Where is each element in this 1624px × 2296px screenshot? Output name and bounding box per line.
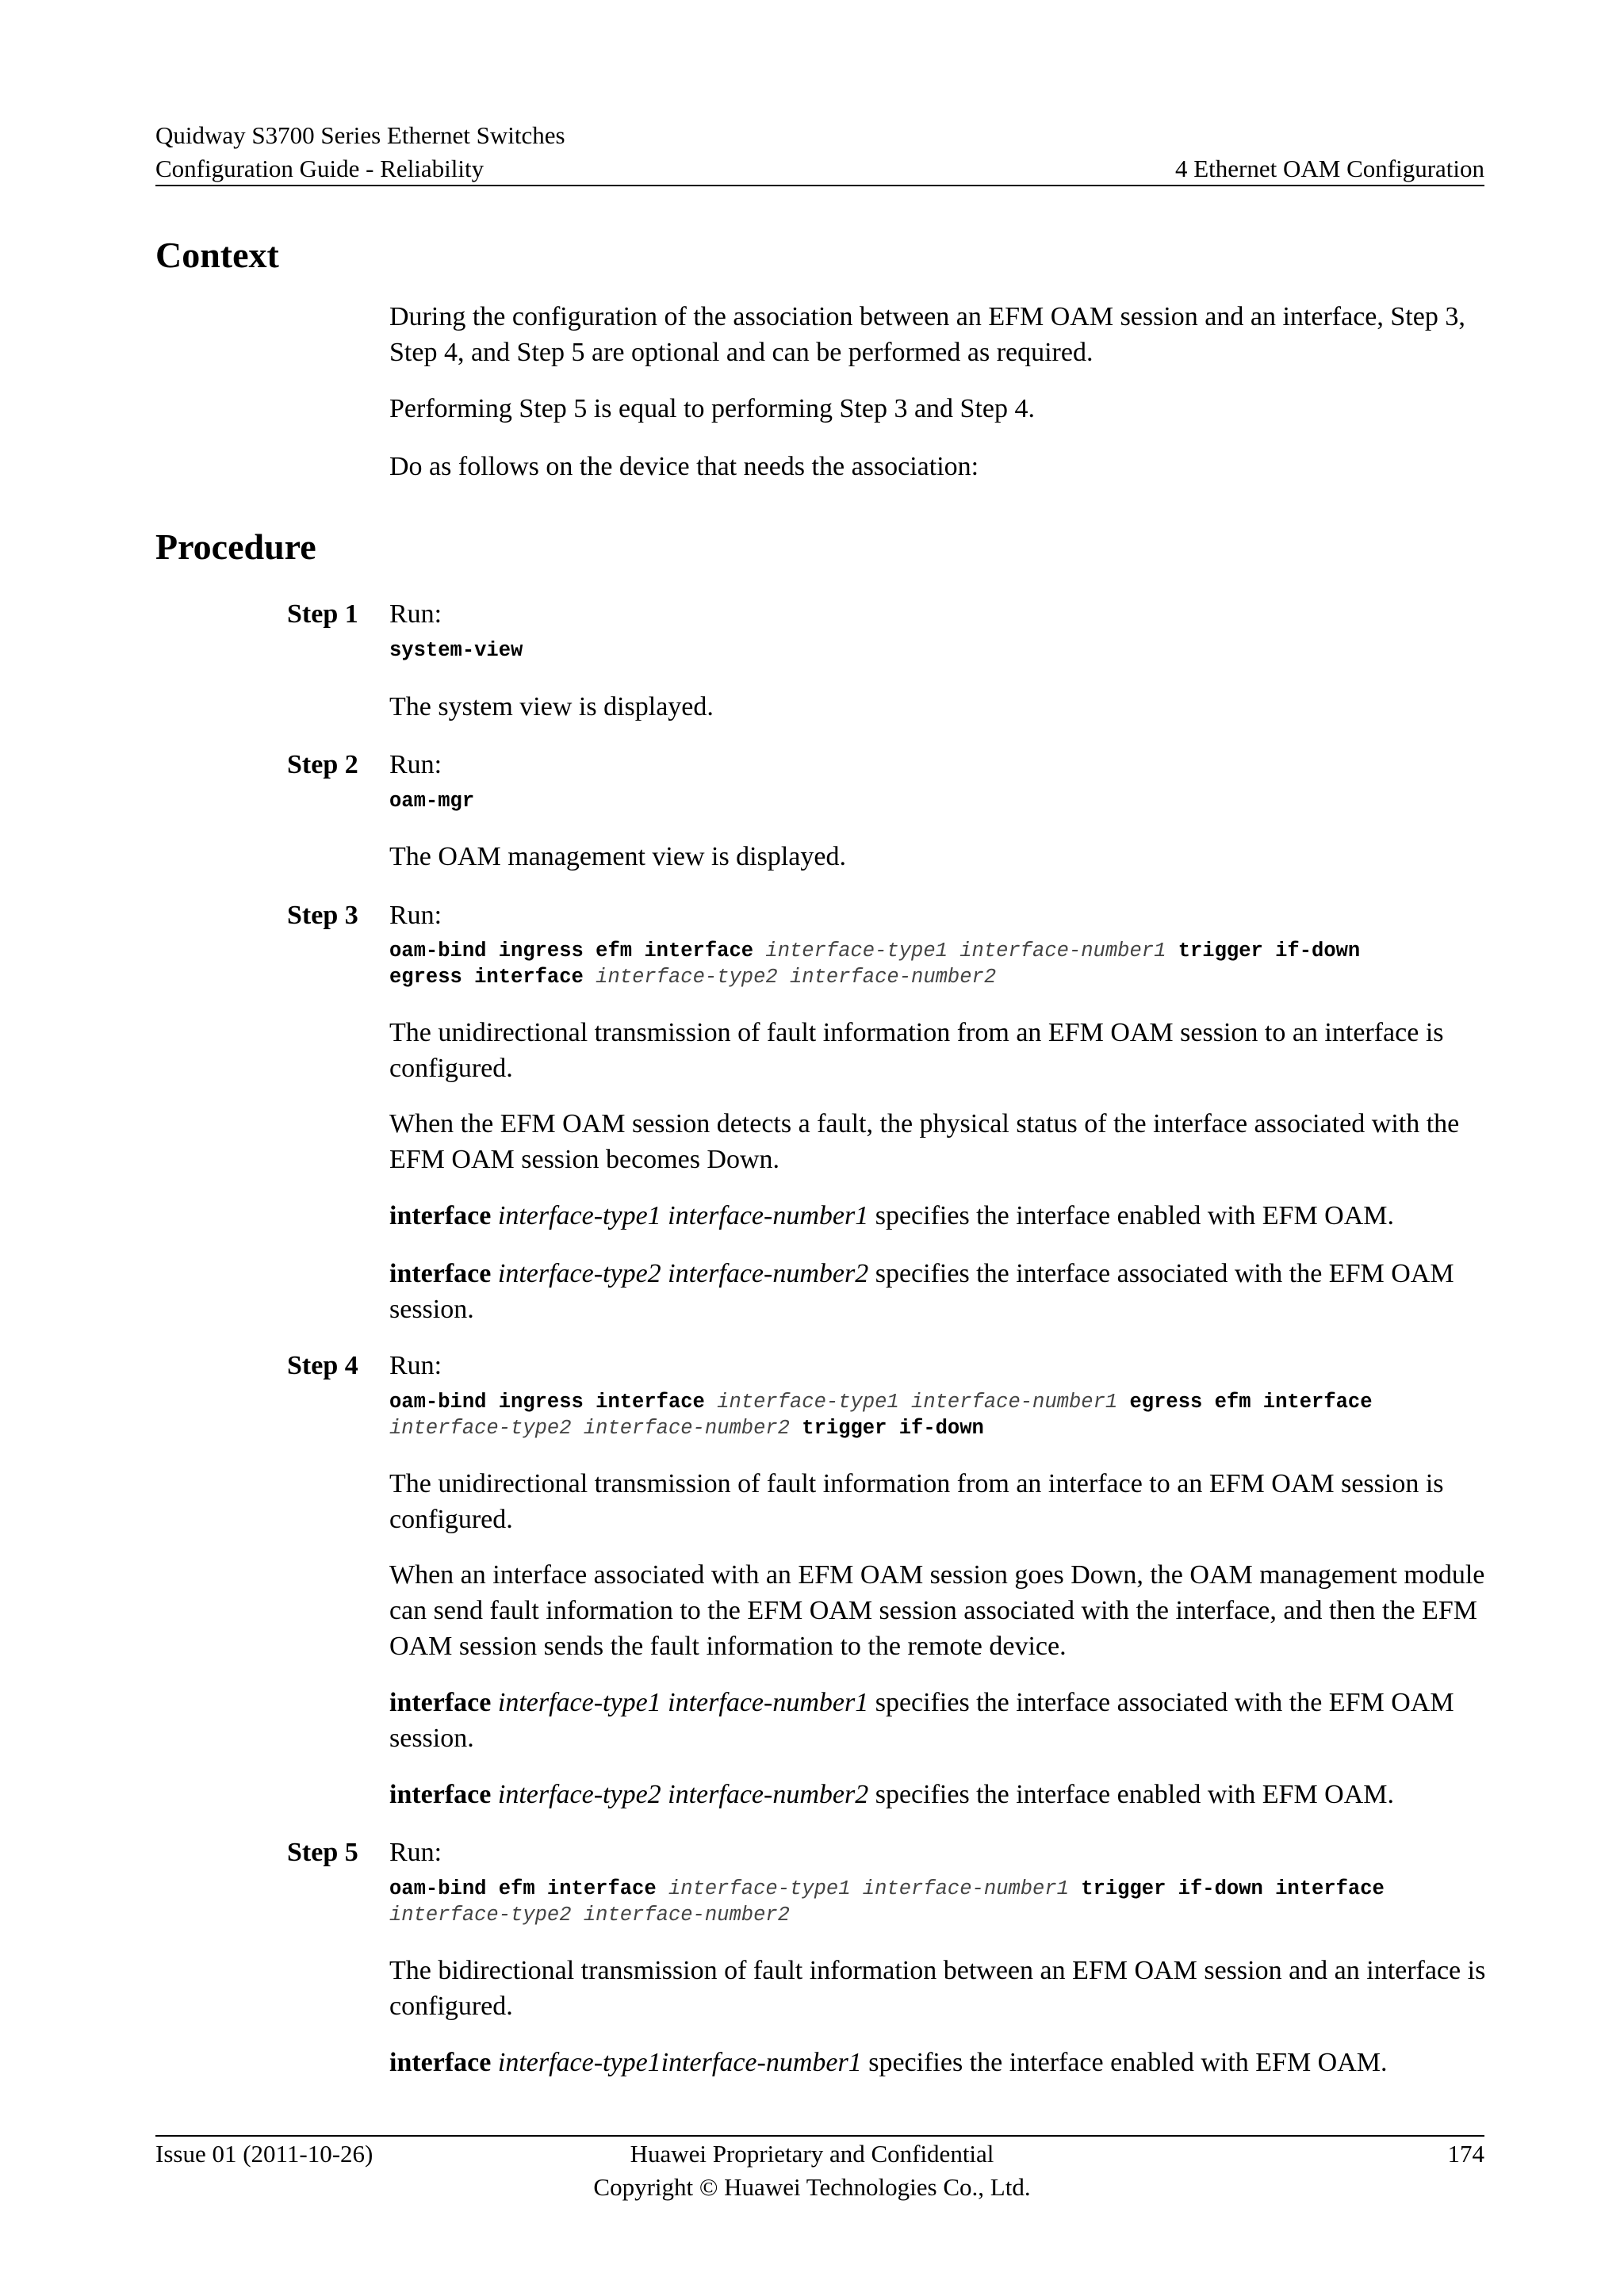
step-2-run-label: Run:: [389, 750, 442, 779]
command-parameter: interface-type2 interface-number2: [389, 1417, 790, 1440]
step-1-run-label: Run:: [389, 599, 442, 629]
command-parameter: interface-type1 interface-number1: [668, 1877, 1069, 1900]
command-keyword: oam-bind ingress efm interface: [389, 939, 754, 962]
step-1-label: Step 1: [287, 599, 358, 629]
param-text: specifies the interface associated with the EFM OAM session.: [389, 1688, 1454, 1753]
step-5-param-1: [389, 2045, 1492, 2080]
param-text: specifies the interface associated with the EFM OAM session.: [389, 1259, 1454, 1324]
step-3-description-2: When the EFM OAM session detects a fault, the physical status of the interface associated with the EFM OAM session becomes Down.: [389, 1109, 1460, 1174]
step-1-description: The system view is displayed.: [389, 692, 714, 721]
command-parameter: interface-type1 interface-number1: [765, 939, 1166, 962]
footer-issue: Issue 01 (2011-10-26): [155, 2140, 373, 2168]
header-product-title: Quidway S3700 Series Ethernet Switches: [155, 121, 565, 149]
command-parameter: interface-type2 interface-number2: [596, 966, 997, 989]
step-2-description: The OAM management view is displayed.: [389, 842, 846, 871]
context-paragraph-2: Performing Step 5 is equal to performing Step 3 and Step 4.: [389, 394, 1035, 423]
param-keyword: interface: [389, 1201, 492, 1230]
step-3-run-label: Run:: [389, 901, 442, 930]
footer-rule: [155, 2135, 1484, 2137]
footer-confidential: Huawei Proprietary and Confidential: [630, 2140, 994, 2168]
command-parameter: interface-type2 interface-number2: [389, 1904, 790, 1927]
header-guide-title: Configuration Guide - Reliability: [155, 155, 485, 182]
step-3-param-2: [389, 1256, 1492, 1327]
param-text: specifies the interface enabled with EFM OAM.: [868, 2048, 1388, 2077]
step-5-label: Step 5: [287, 1838, 358, 1867]
step-5-run-label: Run:: [389, 1838, 442, 1867]
step-4-param-2: [389, 1777, 1492, 1812]
context-paragraph-1: During the configuration of the association between an EFM OAM session and an interface, Step 3, Step 4, and Step 5 are optional and can be performed as required.: [389, 302, 1465, 367]
footer-page-number: 174: [1447, 2140, 1484, 2168]
step-5-description-1: The bidirectional transmission of fault information between an EFM OAM session and an interface is configured.: [389, 1956, 1486, 2021]
step-3-description-1: The unidirectional transmission of fault information from an EFM OAM session to an interface is configured.: [389, 1018, 1444, 1083]
context-heading: Context: [155, 235, 279, 275]
command-keyword: trigger if-down interface: [1081, 1877, 1385, 1900]
step-4-description-2: When an interface associated with an EFM OAM session goes Down, the OAM management module can send fault information to the EFM OAM session associated with the interface, and then the EFM OAM session sends the fault information to the remote device.: [389, 1560, 1485, 1661]
command-keyword: oam-mgr: [389, 790, 475, 813]
param-name: interface-type1 interface-number1: [497, 1201, 869, 1230]
step-4-param-1: [389, 1685, 1492, 1756]
context-paragraph-3: Do as follows on the device that needs the association:: [389, 452, 979, 481]
param-keyword: interface: [389, 2048, 492, 2077]
step-2-label: Step 2: [287, 750, 358, 779]
step-3-param-1: [389, 1198, 1492, 1234]
param-text: specifies the interface enabled with EFM OAM.: [875, 1201, 1395, 1230]
param-name: interface-type2 interface-number2: [497, 1780, 869, 1809]
step-4-run-label: Run:: [389, 1351, 442, 1380]
header-rule: [155, 185, 1484, 186]
command-keyword: oam-bind ingress interface: [389, 1391, 705, 1414]
param-keyword: interface: [389, 1259, 492, 1288]
procedure-heading: Procedure: [155, 526, 316, 567]
param-keyword: interface: [389, 1688, 492, 1717]
command-parameter: interface-type1 interface-number1: [717, 1391, 1118, 1414]
command-keyword: egress efm interface: [1129, 1391, 1373, 1414]
command-keyword: trigger if-down: [1178, 939, 1361, 962]
header-chapter-title: 4 Ethernet OAM Configuration: [1174, 155, 1484, 182]
param-keyword: interface: [389, 1780, 492, 1809]
param-name: interface-type1 interface-number1: [497, 1688, 869, 1717]
step-2-command: [389, 788, 1492, 814]
step-5-command: [389, 1876, 1492, 1928]
step-4-command: [389, 1389, 1492, 1441]
command-keyword: trigger if-down: [802, 1417, 984, 1440]
step-4-label: Step 4: [287, 1351, 358, 1380]
param-text: specifies the interface enabled with EFM OAM.: [875, 1780, 1395, 1809]
command-keyword: egress interface: [389, 966, 584, 989]
command-keyword: system-view: [389, 639, 523, 662]
param-name: interface-type2 interface-number2: [497, 1259, 869, 1288]
step-3-label: Step 3: [287, 901, 358, 930]
footer-copyright: Copyright © Huawei Technologies Co., Ltd.: [593, 2173, 1031, 2201]
step-3-command: [389, 938, 1492, 990]
step-4-description-1: The unidirectional transmission of fault information from an interface to an EFM OAM session is configured.: [389, 1469, 1444, 1534]
command-keyword: oam-bind efm interface: [389, 1877, 657, 1900]
param-name: interface-type1interface-number1: [497, 2048, 862, 2077]
step-1-command: [389, 637, 1492, 664]
